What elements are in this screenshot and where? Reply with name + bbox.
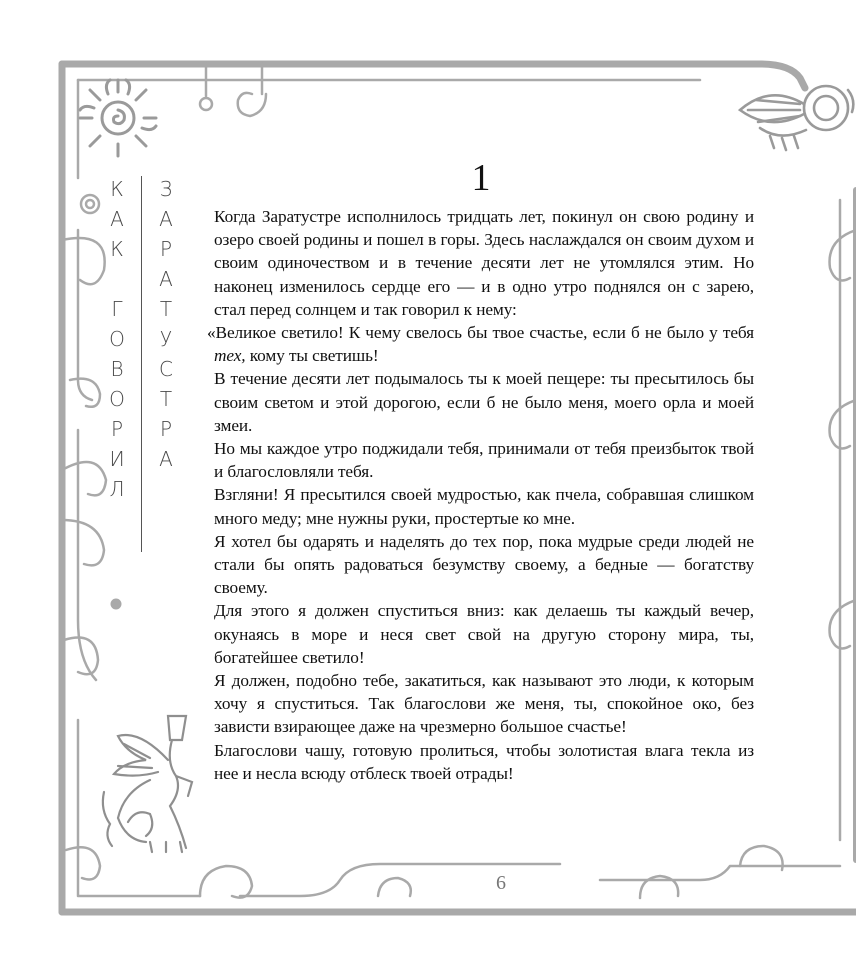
vertical-title-left xyxy=(104,174,130,504)
quote-emphasis: тех, xyxy=(214,346,246,366)
title-letter: Т xyxy=(159,297,173,321)
paragraph: Я хотел бы одарять и наделять до тех пор, пока мудрые среди людей не стали бы опять радоваться безумству своему, а бедные — богатству своему. xyxy=(214,531,754,598)
title-letter: А xyxy=(110,207,124,231)
title-letter: С xyxy=(159,357,173,381)
paragraph: Взгляни! Я пресытился своей мудростью, как пчела, собравшая слишком много меду; мне нужны руки, простертые ко мне. xyxy=(214,485,754,528)
winged-disc-ornament xyxy=(740,86,853,150)
title-letter: В xyxy=(110,357,124,381)
title-letter: Р xyxy=(110,417,124,441)
title-letter: А xyxy=(159,207,173,231)
title-letter: У xyxy=(159,327,173,351)
title-letter: Т xyxy=(159,387,173,411)
paragraph: Для этого я должен спуститься вниз: как делаешь ты каждый вечер, окунаясь в море и неся свет свой на другую сторону мира, ты, богатейшее светило! xyxy=(214,601,754,667)
title-letter: К xyxy=(110,177,124,201)
title-letter: Г xyxy=(111,297,123,321)
page-number: 6 xyxy=(496,872,506,894)
title-letter: К xyxy=(110,237,124,261)
quote-text: «Великое светило! К чему свелось бы твое счастье, если б не было у тебя xyxy=(207,323,754,343)
title-letter: А xyxy=(159,267,173,291)
paragraph: Когда Заратустре исполнилось тридцать лет, покинул он свою родину и озеро своей родины и пошел в горы. Здесь наслаждался он своим духом и своим одиночеством и в течение десяти лет не утомлялся этим. Но наконец изменилось сердце его — и в одно утро поднялся он с зарею, стал перед солнцем и так говорил к нему: xyxy=(214,207,754,319)
paragraph: В течение десяти лет подымалось ты к моей пещере: ты пресытилось бы своим светом и этой дорогою, если б не было меня, моего орла и моей змеи. xyxy=(214,369,754,435)
title-letter: Р xyxy=(159,237,173,261)
title-letter: А xyxy=(159,447,173,471)
title-letter: И xyxy=(109,447,125,471)
quote-tail: кому ты светишь! xyxy=(249,346,379,366)
title-letter: О xyxy=(109,327,125,351)
paragraph-quote-open xyxy=(207,321,754,367)
title-letter: Р xyxy=(159,417,173,441)
paragraph: Я должен, подобно тебе, закатиться, как называют это люди, к которым хочу я спуститься. Так благослови же меня, ты, спокойное око, без зависти взирающее даже на чрезмерно большое счастье! xyxy=(214,671,754,737)
vertical-title-divider xyxy=(141,176,142,552)
title-letter: О xyxy=(109,387,125,411)
title-letter: Л xyxy=(109,477,125,501)
winged-sphinx-ornament xyxy=(103,716,192,852)
paragraph: Благослови чашу, готовую пролиться, чтобы золотистая влага текла из нее и несла всюду отблеск твоей отрады! xyxy=(214,740,754,783)
chapter-number: 1 xyxy=(471,157,491,199)
paragraph: Но мы каждое утро поджидали тебя, принимали от тебя преизбыток твой и благословляли тебя. xyxy=(214,439,754,482)
chapter-text xyxy=(207,205,754,785)
sun-ornament xyxy=(80,80,156,156)
title-letter: З xyxy=(159,177,173,201)
frame-top-border xyxy=(62,64,805,88)
vertical-title-right xyxy=(153,174,179,474)
